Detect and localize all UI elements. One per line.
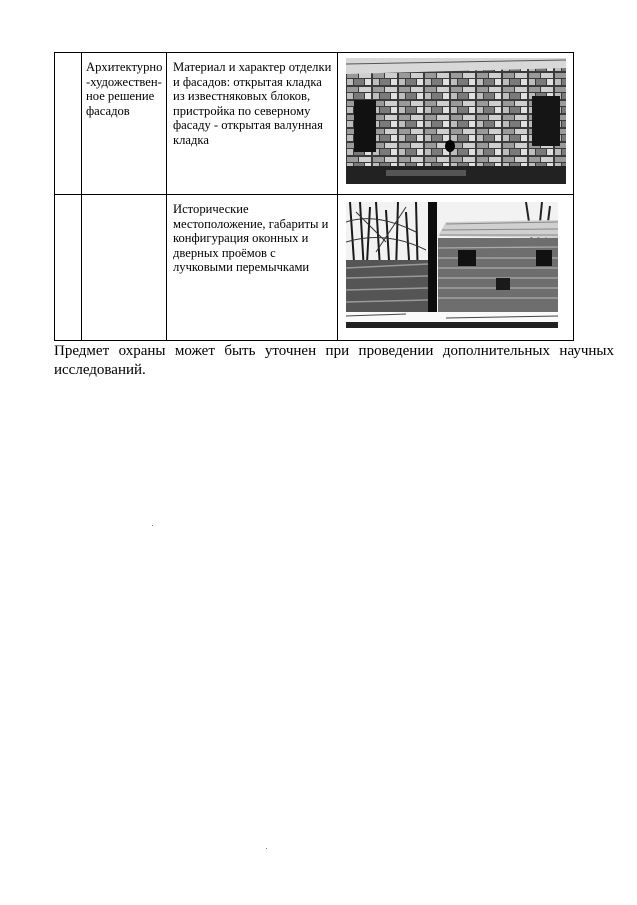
table-row bbox=[55, 195, 574, 341]
protection-table bbox=[54, 52, 574, 341]
description-text: Исторические местоположение, габариты и конфигурация оконных и дверных проёмов с лучковыми перемычками bbox=[173, 202, 329, 275]
scan-speck bbox=[152, 525, 153, 526]
stone-wall-photo bbox=[346, 58, 566, 184]
category-cell bbox=[82, 53, 167, 195]
category-text: Архитектурно -художествен-ное решение фасадов bbox=[86, 60, 163, 118]
description-text: Материал и характер отделки и фасадов: открытая кладка из известняковых блоков, пристройка по северному фасаду - открытая валунная кладка bbox=[173, 60, 332, 147]
protection-note: Предмет охраны может быть уточнен при проведении дополнительных научных исследований. bbox=[54, 343, 614, 378]
table-row bbox=[55, 53, 574, 195]
photo-cell bbox=[338, 53, 574, 195]
category-text bbox=[82, 195, 166, 202]
row-number-cell bbox=[55, 53, 82, 195]
stone-building-photo bbox=[346, 202, 558, 328]
category-cell bbox=[82, 195, 167, 341]
scan-speck bbox=[266, 848, 267, 849]
description-cell bbox=[167, 195, 338, 341]
description-cell bbox=[167, 53, 338, 195]
photo-cell bbox=[338, 195, 574, 341]
row-number-cell bbox=[55, 195, 82, 341]
